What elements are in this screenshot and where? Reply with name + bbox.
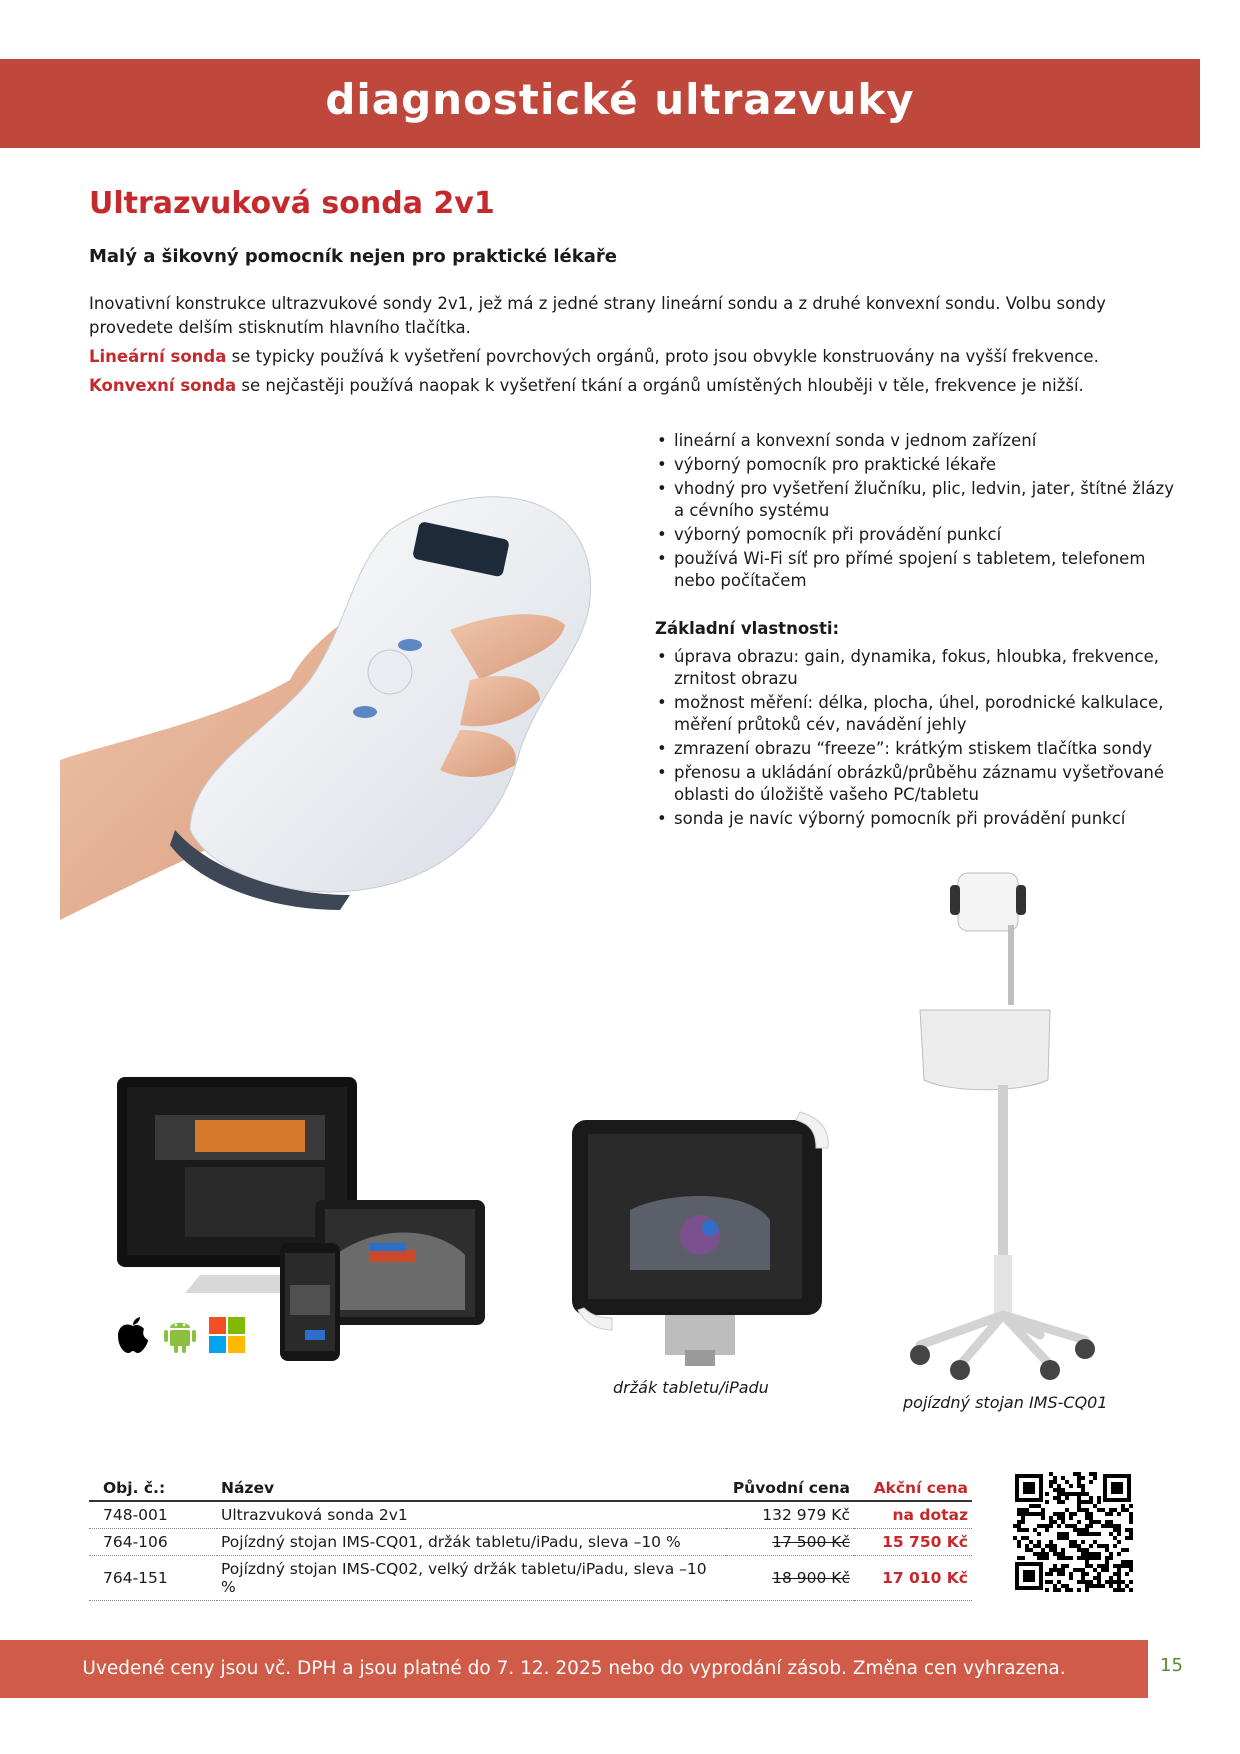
product-subtitle: Malý a šikovný pomocník nejen pro praktické lékaře	[89, 246, 617, 267]
property-item: • úprava obrazu: gain, dynamika, fokus, hloubka, frekvence, zrnitost obrazu	[655, 646, 1175, 690]
convex-paragraph	[89, 374, 1149, 398]
table-row	[89, 1556, 972, 1601]
linear-text: se typicky používá k vyšetření povrchových orgánů, proto jsou obvykle konstruovány na vyšší frekvence.	[226, 347, 1099, 366]
sale-price: 15 750 Kč	[854, 1529, 972, 1556]
price-table	[89, 1476, 972, 1601]
properties-heading: Základní vlastnosti:	[655, 619, 840, 638]
product-name: Ultrazvuková sonda 2v1	[217, 1501, 726, 1529]
product-code: 764-106	[89, 1529, 217, 1556]
product-name: Pojízdný stojan IMS-CQ02, velký držák tabletu/iPadu, sleva –10 %	[217, 1556, 726, 1601]
product-description	[89, 292, 1149, 403]
sale-price: na dotaz	[854, 1501, 972, 1529]
col-sale-price-header: Akční cena	[854, 1476, 972, 1501]
qr-code-image[interactable]	[1013, 1472, 1133, 1592]
android-icon	[162, 1314, 198, 1354]
linear-term: Lineární sonda	[89, 347, 227, 366]
apple-icon	[116, 1316, 150, 1354]
property-item: • možnost měření: délka, plocha, úhel, porodnické kalkulace, měření průtoků cév, navádění jehly	[655, 692, 1175, 736]
features-block	[655, 430, 1175, 832]
property-item: • zmrazení obrazu “freeze”: krátkým stiskem tlačítka sondy	[655, 738, 1175, 760]
table-header-row	[89, 1476, 972, 1501]
product-code: 764-151	[89, 1556, 217, 1601]
table-row	[89, 1501, 972, 1529]
feature-item: • výborný pomocník při provádění punkcí	[655, 524, 1175, 546]
stand-caption: pojízdný stojan IMS-CQ01	[903, 1393, 1108, 1412]
original-price: 17 500 Kč	[726, 1529, 854, 1556]
properties-list	[655, 646, 1175, 830]
col-name-header: Název	[217, 1476, 726, 1501]
product-code: 748-001	[89, 1501, 217, 1529]
col-code-header: Obj. č.:	[89, 1476, 217, 1501]
tablet-holder-image	[570, 1110, 840, 1370]
convex-term: Konvexní sonda	[89, 376, 237, 395]
page-number: 15	[1160, 1655, 1183, 1676]
linear-paragraph	[89, 345, 1149, 369]
intro-paragraph: Inovativní konstrukce ultrazvukové sondy 2v1, jež má z jedné strany lineární sondu a z druhé konvexní sondu. Volbu sondy provedete delším stisknutím hlavního tlačítka.	[89, 294, 1106, 337]
feature-item: • vhodný pro vyšetření žlučníku, plic, ledvin, jater, štítné žlázy a cévního systému	[655, 478, 1175, 522]
convex-text: se nejčastěji používá naopak k vyšetření tkání a orgánů umístěných hlouběji v těle, frekvence je nižší.	[236, 376, 1084, 395]
footer-band	[0, 1640, 1148, 1698]
sale-price: 17 010 Kč	[854, 1556, 972, 1601]
features-list	[655, 430, 1175, 592]
section-title: diagnostické ultrazvuky	[325, 75, 915, 124]
tablet-holder-caption: držák tabletu/iPadu	[613, 1378, 769, 1397]
feature-item: • používá Wi-Fi síť pro přímé spojení s tabletem, telefonem nebo počítačem	[655, 548, 1175, 592]
table-row	[89, 1529, 972, 1556]
original-price: 132 979 Kč	[726, 1501, 854, 1529]
footer-note: Uvedené ceny jsou vč. DPH a jsou platné do 7. 12. 2025 nebo do vyprodání zásob. Změna cen vyhrazena.	[82, 1658, 1066, 1679]
feature-item: • lineární a konvexní sonda v jednom zařízení	[655, 430, 1175, 452]
property-item: • přenosu a ukládání obrázků/průběhu záznamu vyšetřované oblasti do úložiště vašeho PC/tabletu	[655, 762, 1175, 806]
property-item: • sonda je navíc výborný pomocník při provádění punkcí	[655, 808, 1175, 830]
windows-icon	[209, 1317, 245, 1353]
col-orig-price-header: Původní cena	[726, 1476, 854, 1501]
feature-item: • výborný pomocník pro praktické lékaře	[655, 454, 1175, 476]
probe-in-hand-image	[60, 450, 620, 950]
product-name: Pojízdný stojan IMS-CQ01, držák tabletu/iPadu, sleva –10 %	[217, 1529, 726, 1556]
product-title: Ultrazvuková sonda 2v1	[89, 186, 495, 221]
original-price: 18 900 Kč	[726, 1556, 854, 1601]
mobile-stand-image	[900, 865, 1110, 1385]
